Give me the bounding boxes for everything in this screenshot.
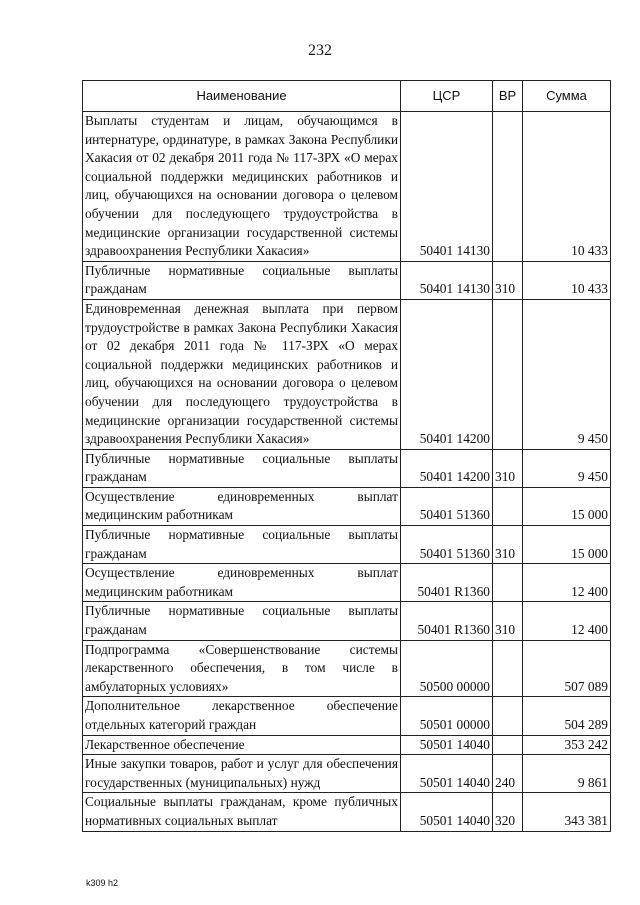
cell-name: Осуществление единовременных выплат медицинским работникам bbox=[83, 564, 401, 602]
table-row bbox=[83, 487, 611, 525]
cell-name: Лекарственное обеспечение bbox=[83, 735, 401, 755]
cell-vr: 320 bbox=[493, 793, 523, 831]
cell-sum: 12 400 bbox=[523, 564, 611, 602]
table-row bbox=[83, 112, 611, 262]
cell-csr: 50401 14130 bbox=[401, 112, 493, 262]
cell-csr: 50401 14200 bbox=[401, 299, 493, 449]
cell-sum: 343 381 bbox=[523, 793, 611, 831]
cell-sum: 12 400 bbox=[523, 602, 611, 640]
table-row bbox=[83, 735, 611, 755]
cell-vr bbox=[493, 564, 523, 602]
cell-sum: 504 289 bbox=[523, 697, 611, 735]
cell-name: Публичные нормативные социальные выплаты гражданам bbox=[83, 602, 401, 640]
cell-sum: 9 450 bbox=[523, 449, 611, 487]
cell-sum: 10 433 bbox=[523, 261, 611, 299]
header-vr: ВР bbox=[493, 81, 523, 112]
header-csr: ЦСР bbox=[401, 81, 493, 112]
cell-name: Публичные нормативные социальные выплаты гражданам bbox=[83, 449, 401, 487]
cell-name: Подпрограмма «Совершенствование системы лекарственного обеспечения, в том числе в амбулаторных условиях» bbox=[83, 640, 401, 697]
table-row bbox=[83, 261, 611, 299]
cell-vr: 310 bbox=[493, 449, 523, 487]
cell-csr: 50401 14200 bbox=[401, 449, 493, 487]
table-row bbox=[83, 755, 611, 793]
cell-name: Иные закупки товаров, работ и услуг для обеспечения государственных (муниципальных) нужд bbox=[83, 755, 401, 793]
cell-csr: 50500 00000 bbox=[401, 640, 493, 697]
cell-name: Единовременная денежная выплата при первом трудоустройстве в рамках Закона Республики Хакасия от 02 декабря 2011 года № 117-ЗРХ «О мерах социальной поддержки медицинских работников и лиц, обучающихся на основании договора о целевом обучении для последующего трудоустройства в медицинские организации государственной системы здравоохранения Республики Хакасия» bbox=[83, 299, 401, 449]
header-sum: Сумма bbox=[523, 81, 611, 112]
table-row bbox=[83, 602, 611, 640]
cell-name: Выплаты студентам и лицам, обучающимся в интернатуре, ординатуре, в рамках Закона Республики Хакасия от 02 декабря 2011 года № 117-ЗРХ «О мерах социальной поддержки медицинских работников и лиц, обучающихся на основании договора о целевом обучении для последующего трудоустройства в медицинские организации государственной системы здравоохранения Республики Хакасия» bbox=[83, 112, 401, 262]
table-row bbox=[83, 449, 611, 487]
table-body bbox=[83, 112, 611, 832]
cell-csr: 50501 14040 bbox=[401, 735, 493, 755]
cell-vr bbox=[493, 697, 523, 735]
cell-csr: 50501 00000 bbox=[401, 697, 493, 735]
cell-csr: 50401 14130 bbox=[401, 261, 493, 299]
cell-vr: 310 bbox=[493, 261, 523, 299]
cell-name: Осуществление единовременных выплат медицинским работникам bbox=[83, 487, 401, 525]
footer-code: k309 h2 bbox=[86, 878, 119, 888]
cell-sum: 507 089 bbox=[523, 640, 611, 697]
cell-sum: 10 433 bbox=[523, 112, 611, 262]
cell-vr: 310 bbox=[493, 602, 523, 640]
cell-sum: 9 861 bbox=[523, 755, 611, 793]
header-name: Наименование bbox=[83, 81, 401, 112]
table-row bbox=[83, 697, 611, 735]
cell-sum: 353 242 bbox=[523, 735, 611, 755]
table-row bbox=[83, 564, 611, 602]
cell-csr: 50401 51360 bbox=[401, 487, 493, 525]
page-number: 232 bbox=[308, 42, 332, 59]
cell-vr bbox=[493, 640, 523, 697]
cell-sum: 15 000 bbox=[523, 487, 611, 525]
table-row bbox=[83, 640, 611, 697]
cell-vr bbox=[493, 112, 523, 262]
cell-csr: 50401 R1360 bbox=[401, 602, 493, 640]
cell-csr: 50401 R1360 bbox=[401, 564, 493, 602]
cell-csr: 50501 14040 bbox=[401, 755, 493, 793]
cell-name: Дополнительное лекарственное обеспечение отдельных категорий граждан bbox=[83, 697, 401, 735]
cell-vr: 310 bbox=[493, 526, 523, 564]
budget-table bbox=[82, 80, 611, 832]
table-row bbox=[83, 299, 611, 449]
cell-sum: 15 000 bbox=[523, 526, 611, 564]
cell-csr: 50401 51360 bbox=[401, 526, 493, 564]
cell-name: Социальные выплаты гражданам, кроме публичных нормативных социальных выплат bbox=[83, 793, 401, 831]
cell-name: Публичные нормативные социальные выплаты гражданам bbox=[83, 261, 401, 299]
cell-vr: 240 bbox=[493, 755, 523, 793]
cell-csr: 50501 14040 bbox=[401, 793, 493, 831]
cell-vr bbox=[493, 735, 523, 755]
cell-vr bbox=[493, 487, 523, 525]
table-row bbox=[83, 526, 611, 564]
cell-sum: 9 450 bbox=[523, 299, 611, 449]
cell-name: Публичные нормативные социальные выплаты гражданам bbox=[83, 526, 401, 564]
cell-vr bbox=[493, 299, 523, 449]
table-header-row bbox=[83, 81, 611, 112]
table-row bbox=[83, 793, 611, 831]
